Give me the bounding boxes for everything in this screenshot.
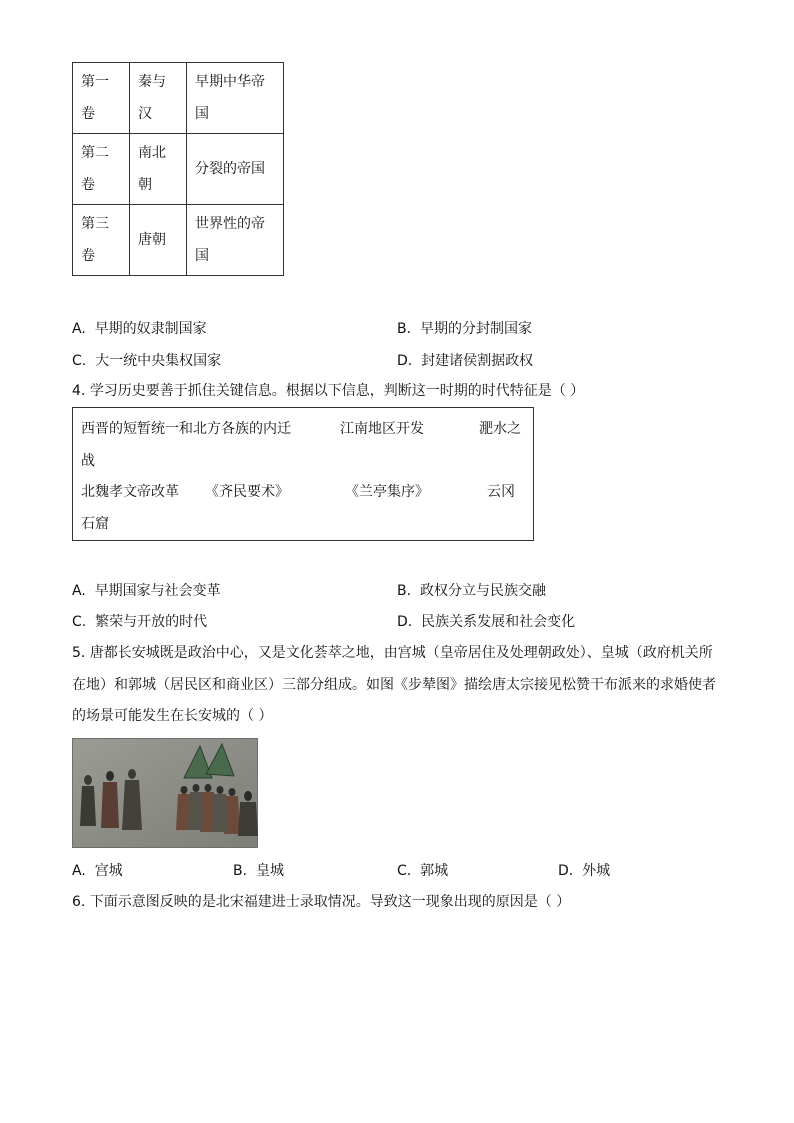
info-item: 《齐民要术》 xyxy=(205,484,289,500)
dynasty-cell: 南北 朝 xyxy=(130,134,187,205)
table-row xyxy=(73,134,284,205)
q5-stem-line1: 5. 唐都长安城既是政治中心，又是文化荟萃之地，由宫城（皇帝居住及处理朝政处）、皇城（政府机关所 xyxy=(72,645,713,661)
info-item: 《兰亭集序》 xyxy=(345,484,429,500)
q5-stem-line3: 的场景可能发生在长安城的（ ） xyxy=(72,708,273,724)
title-cell: 早期中华帝 国 xyxy=(187,63,284,134)
q4-option-a[interactable]: A. 早期国家与社会变革 xyxy=(72,583,221,599)
title-cell: 世界性的帝 国 xyxy=(187,205,284,276)
q3-option-d[interactable]: D. 封建诸侯割据政权 xyxy=(397,353,534,369)
volume-table xyxy=(72,62,284,276)
q5-option-c[interactable]: C. 郭城 xyxy=(397,863,449,879)
q5-option-b[interactable]: B. 皇城 xyxy=(233,863,284,879)
q3-option-a[interactable]: A. 早期的奴隶制国家 xyxy=(72,321,207,337)
volume-cell: 第三 卷 xyxy=(73,205,130,276)
info-item: 江南地区开发 xyxy=(340,421,424,437)
q5-option-a[interactable]: A. 宫城 xyxy=(72,863,123,879)
q5-option-d[interactable]: D. 外城 xyxy=(558,863,611,879)
q4-stem: 4. 学习历史要善于抓住关键信息。根据以下信息，判断这一时期的时代特征是（ ） xyxy=(72,383,585,399)
q4-option-d[interactable]: D. 民族关系发展和社会变化 xyxy=(397,614,576,630)
info-item: 石窟 xyxy=(81,516,109,532)
title-cell: 分裂的帝国 xyxy=(187,134,284,205)
q6-stem: 6. 下面示意图反映的是北宋福建进士录取情况。导致这一现象出现的原因是（ ） xyxy=(72,894,571,910)
info-item: 战 xyxy=(81,453,95,469)
table-row xyxy=(73,205,284,276)
dynasty-cell: 秦与 汉 xyxy=(130,63,187,134)
volume-cell: 第一 卷 xyxy=(73,63,130,134)
q4-option-b[interactable]: B. 政权分立与民族交融 xyxy=(397,583,546,599)
dynasty-cell: 唐朝 xyxy=(130,205,187,276)
q3-option-c[interactable]: C. 大一统中央集权国家 xyxy=(72,353,222,369)
q5-stem-line2: 在地）和郭城（居民区和商业区）三部分组成。如图《步辇图》描绘唐太宗接见松赞干布派来的求婚使者 xyxy=(72,677,716,693)
info-item: 北魏孝文帝改革 xyxy=(81,484,179,500)
painting-image xyxy=(72,738,258,848)
q4-info-box xyxy=(72,407,534,541)
info-item: 云冈 xyxy=(487,484,515,500)
q4-option-c[interactable]: C. 繁荣与开放的时代 xyxy=(72,614,208,630)
table-row xyxy=(73,63,284,134)
info-item: 西晋的短暂统一和北方各族的内迁 xyxy=(81,421,291,437)
volume-cell: 第二 卷 xyxy=(73,134,130,205)
info-item: 淝水之 xyxy=(479,421,521,437)
q3-option-b[interactable]: B. 早期的分封制国家 xyxy=(397,321,532,337)
